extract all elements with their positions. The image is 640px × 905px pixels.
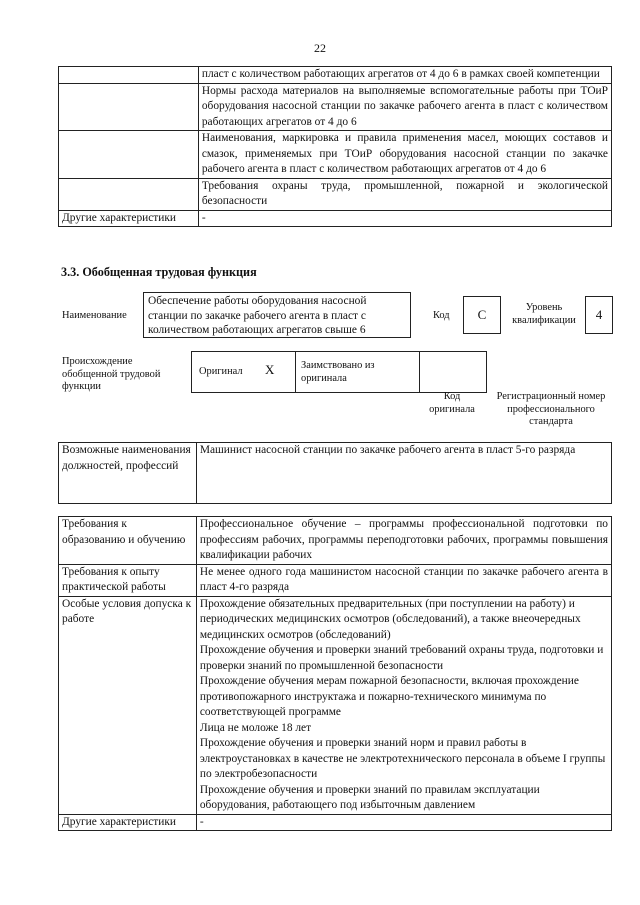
positions-value: Машинист насосной станции по закачке рабочего агента в пласт 5-го разряда	[196, 443, 611, 504]
level-label: Уровень квалификации	[512, 302, 576, 326]
condition-item: Прохождение обучения и проверки знаний по правилам эксплуатации оборудования, работающего под избыточным давлением	[199, 783, 540, 811]
special-conditions-label: Особые условия допуска к работе	[59, 596, 197, 814]
level-value: 4	[595, 307, 603, 322]
other-characteristics-value: -	[196, 814, 611, 831]
table-row	[59, 443, 612, 504]
condition-item: Лица не моложе 18 лет	[199, 721, 312, 734]
code-label: Код	[433, 310, 450, 321]
origin-divider-1	[295, 351, 296, 393]
borrowed-label: Заимствовано из оригинала	[301, 360, 375, 384]
education-label: Требования к образованию и обучению	[59, 517, 197, 565]
condition-item: Прохождение обучения и проверки знаний требований охраны труда, подготовки и проверки знаний по промышленной безопасности	[199, 644, 604, 672]
table-row	[59, 67, 612, 84]
code-caption: Код оригинала	[429, 391, 475, 415]
row-label	[59, 178, 199, 210]
function-name-box	[143, 292, 411, 338]
knowledge-cell: Нормы расхода материалов на выполняемые вспомогательные работы при ТОиР оборудования насосной станции по закачке рабочего агента в пласт с количеством работающих агрегатов от 4 до 6	[198, 83, 611, 131]
table-row	[59, 517, 612, 565]
education-value: Профессиональное обучение – программы профессиональной подготовки по профессиям рабочих, программы переподготовки рабочих, программы повышения квалификации рабочих	[196, 517, 611, 565]
top-knowledge-table	[58, 66, 612, 227]
positions-label: Возможные наименования должностей, профессий	[59, 443, 197, 504]
condition-item: Прохождение обучения и проверки знаний норм и правил работы в электроустановках в качестве не электротехнического персонала в объеме I группы по электробезопасности	[199, 737, 606, 780]
knowledge-cell: пласт с количеством работающих агрегатов от 4 до 6 в рамках своей компетенции	[198, 67, 611, 84]
knowledge-cell: Наименования, маркировка и правила применения масел, моющих составов и смазок, применяемых при ТОиР оборудования насосной станции по закачке рабочего агента в пласт с количеством работающих агрегатов от 4 до 6	[198, 131, 611, 179]
original-mark: X	[265, 362, 275, 377]
level-box	[585, 296, 613, 334]
row-label	[59, 131, 199, 179]
reg-caption: Регистрационный номер профессионального стандарта	[496, 391, 606, 427]
page-number: 22	[314, 41, 326, 55]
table-row	[59, 131, 612, 179]
row-label-other: Другие характеристики	[59, 210, 199, 227]
code-value: C	[477, 307, 487, 322]
positions-table	[58, 442, 612, 504]
row-label	[59, 83, 199, 131]
section-title: 3.3. Обобщенная трудовая функция	[61, 265, 257, 279]
condition-item: Прохождение обучения мерам пожарной безопасности, включая прохождение противопожарного инструктажа и пожарно-технического минимума по соответствующей программе	[199, 675, 579, 718]
condition-item: Прохождение обязательных предварительных (при поступлении на работу) и периодических медицинских осмотров (обследований), а также внеочередных медицинских осмотров (обследований)	[199, 597, 581, 641]
original-label: Оригинал	[199, 366, 243, 377]
row-label	[59, 67, 199, 84]
requirements-table	[58, 516, 612, 831]
special-conditions-cell	[196, 596, 611, 814]
table-row	[59, 83, 612, 131]
table-row	[59, 564, 612, 596]
table-row	[59, 210, 612, 227]
table-row	[59, 596, 612, 814]
other-characteristics-label: Другие характеристики	[59, 814, 197, 831]
origin-label: Происхождение обобщенной трудовой функции	[62, 356, 161, 392]
code-box	[463, 296, 501, 334]
table-row	[59, 814, 612, 831]
origin-divider-2	[419, 351, 420, 393]
name-label: Наименование	[62, 310, 127, 321]
experience-value: Не менее одного года машинистом насосной станции по закачке рабочего агента в пласт 4-го разряда	[196, 564, 611, 596]
knowledge-cell: Требования охраны труда, промышленной, пожарной и экологической безопасности	[198, 178, 611, 210]
experience-label: Требования к опыту практической работы	[59, 564, 197, 596]
other-value: -	[198, 210, 611, 227]
table-row	[59, 178, 612, 210]
function-name-value: Обеспечение работы оборудования насосной станции по закачке рабочего агента в пласт с количеством работающих агрегатов свыше 6	[148, 295, 367, 336]
